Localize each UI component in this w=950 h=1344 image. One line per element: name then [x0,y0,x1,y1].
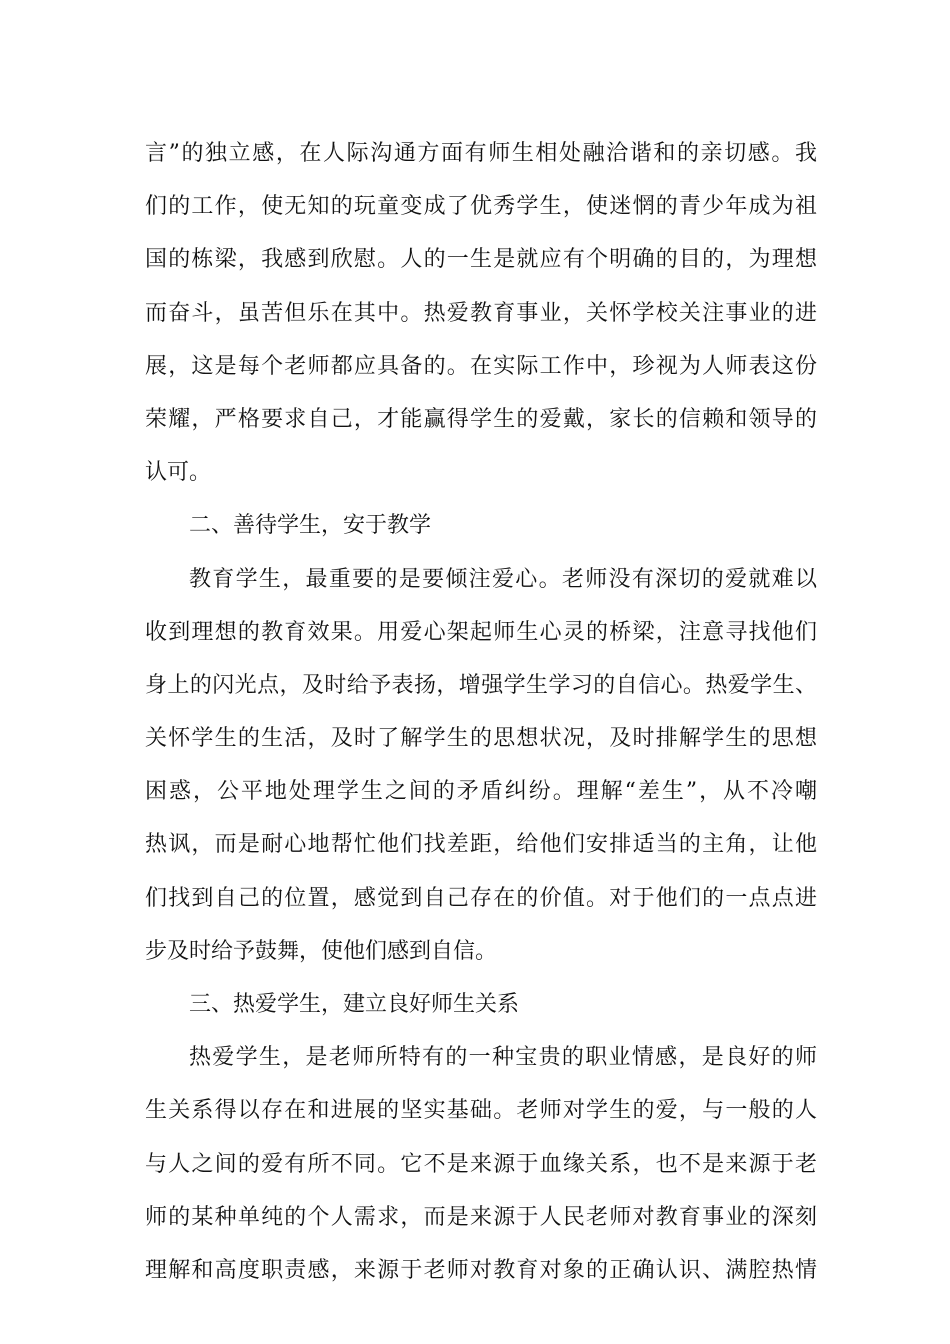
text-line: 收到理想的教育效果。用爱心架起师生心灵的桥梁，注意寻找他们 [145,619,817,645]
text-line: 身上的闪光点，及时给予表扬，增强学生学习的自信心。热爱学生、 [145,672,817,698]
text-line: 教育学生，最重要的是要倾注爱心。老师没有深切的爱就难以 [189,566,817,592]
text-line: 们的工作，使无知的玩童变成了优秀学生，使迷惘的青少年成为祖 [145,194,817,220]
text-line: 展，这是每个老师都应具备的。在实际工作中，珍视为人师表这份 [145,353,817,379]
text-line: 关怀学生的生活，及时了解学生的思想状况，及时排解学生的思想 [145,726,817,752]
text-line: 言”的独立感，在人际沟通方面有师生相处融洽谐和的亲切感。我 [145,141,817,166]
text-line: 理解和高度职责感，来源于老师对教育对象的正确认识、满腔热情 [145,1257,817,1283]
text-line: 而奋斗，虽苦但乐在其中。热爱教育事业，关怀学校关注事业的进 [145,300,817,326]
text-line: 步及时给予鼓舞，使他们感到自信。 [145,938,498,964]
text-line: 热讽，而是耐心地帮忙他们找差距，给他们安排适当的主角，让他 [145,832,817,858]
text-line: 认可。 [145,460,212,486]
text-line: 困惑，公平地处理学生之间的矛盾纠纷。理解“差生”，从不冷嘲 [145,779,817,805]
text-line: 们找到自己的位置，感觉到自己存在的价值。对于他们的一点点进 [145,885,817,911]
document-body [145,127,817,1297]
text-line: 师的某种单纯的个人需求，而是来源于人民老师对教育事业的深刻 [145,1204,817,1230]
text-line: 与人之间的爱有所不同。它不是来源于血缘关系，也不是来源于老 [145,1151,817,1177]
text-line: 生关系得以存在和进展的坚实基础。老师对学生的爱，与一般的人 [145,1098,817,1124]
text-line: 荣耀，严格要求自己，才能赢得学生的爱戴，家长的信赖和领导的 [145,406,817,432]
text-line: 国的栋梁，我感到欣慰。人的一生是就应有个明确的目的，为理想 [145,247,817,273]
section-heading: 三、热爱学生，建立良好师生关系 [189,992,520,1017]
text-line: 热爱学生，是老师所特有的一种宝贵的职业情感，是良好的师 [189,1045,817,1071]
section-heading: 二、善待学生，安于教学 [189,513,432,539]
